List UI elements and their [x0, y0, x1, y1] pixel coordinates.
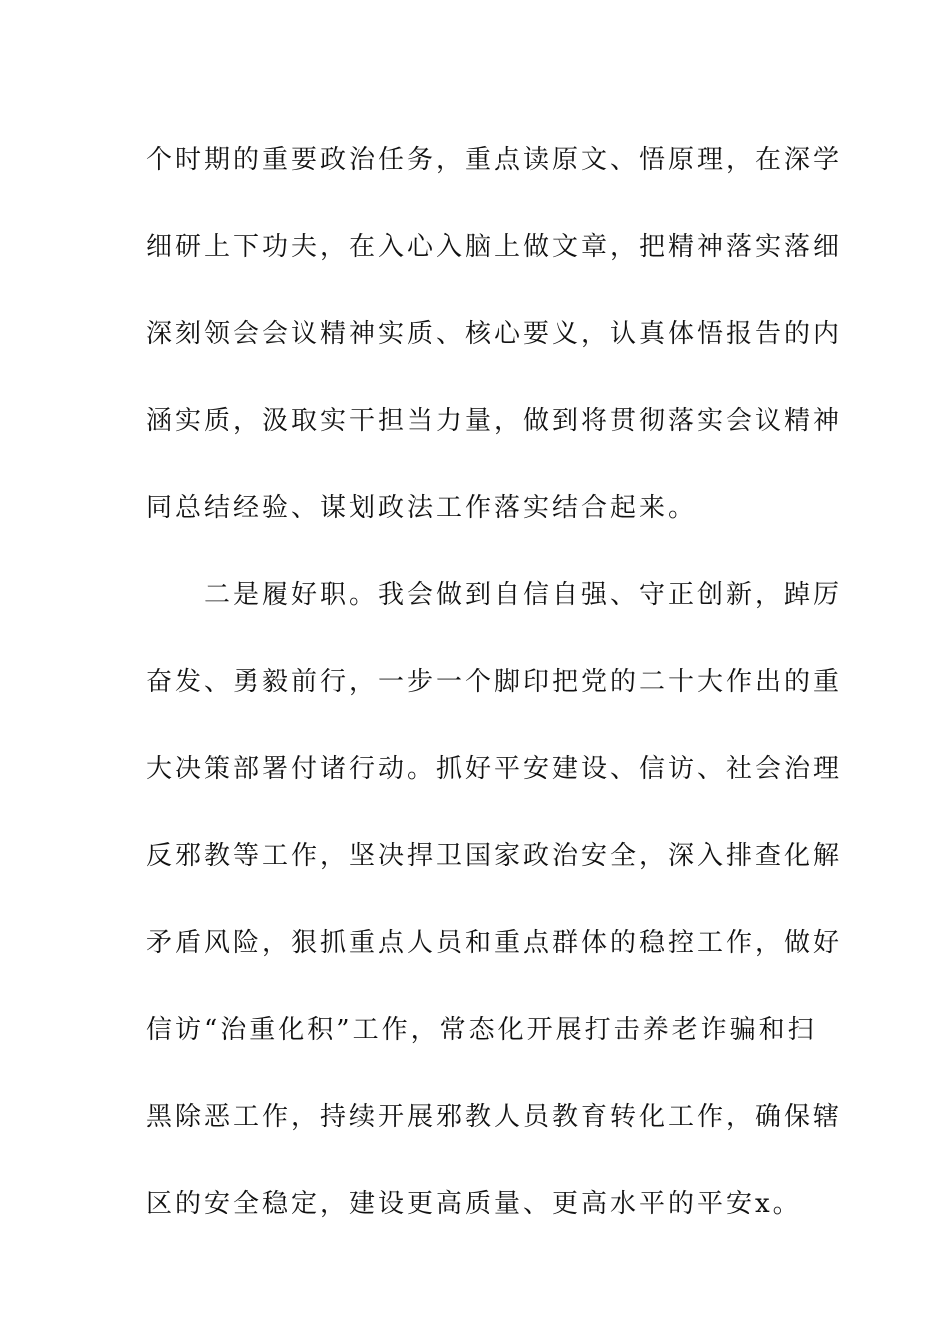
- text-line-10: 矛盾风险，狠抓重点人员和重点群体的稳控工作，做好: [146, 928, 843, 958]
- body-text: [146, 138, 843, 1269]
- text-line-2: 细研上下功夫，在入心入脑上做文章，把精神落实落细: [146, 232, 843, 262]
- text-line-13: 区的安全稳定，建设更高质量、更高水平的平安x。: [146, 1189, 802, 1219]
- text-line-6: 二是履好职。我会做到自信自强、守正创新，踔厉: [146, 580, 843, 610]
- text-line-12: 黑除恶工作，持续开展邪教人员教育转化工作，确保辖: [146, 1102, 843, 1132]
- text-line-8: 大决策部署付诸行动。抓好平安建设、信访、社会治理: [146, 754, 843, 784]
- text-line-3: 深刻领会会议精神实质、核心要义，认真体悟报告的内: [146, 319, 843, 349]
- text-line-9: 反邪教等工作，坚决捍卫国家政治安全，深入排查化解: [146, 841, 843, 871]
- text-line-4: 涵实质，汲取实干担当力量，做到将贯彻落实会议精神: [146, 406, 843, 436]
- text-line-5: 同总结经验、谋划政法工作落实结合起来。: [146, 493, 698, 523]
- text-line-7: 奋发、勇毅前行，一步一个脚印把党的二十大作出的重: [146, 667, 843, 697]
- text-line-1: 个时期的重要政治任务，重点读原文、悟原理，在深学: [146, 145, 843, 175]
- text-line-11: 信访“治重化积”工作，常态化开展打击养老诈骗和扫: [146, 1015, 817, 1045]
